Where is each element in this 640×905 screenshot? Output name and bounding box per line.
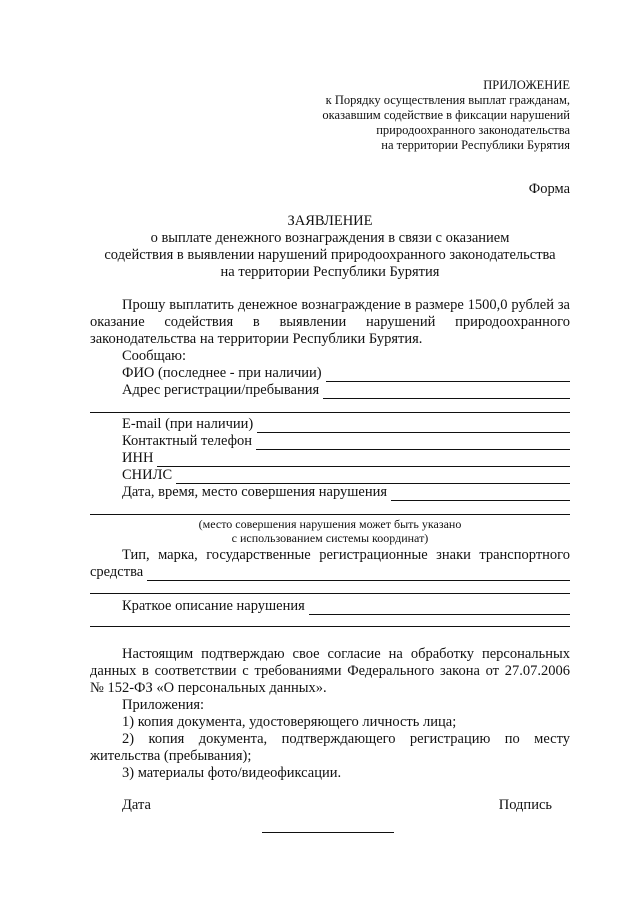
- signature-row: [122, 797, 570, 814]
- location-section: [90, 502, 570, 545]
- document-subtitle-line: на территории Республики Бурятия: [220, 264, 440, 280]
- datetime-place-label: Дата, время, место совершения нарушения: [122, 484, 388, 500]
- location-line[interactable]: [90, 502, 570, 515]
- document-title-block: [90, 213, 570, 281]
- document-subtitle-line: содействия в выявлении нарушений природоохранного законодательства: [104, 247, 556, 263]
- attachment-item: 1) копия документа, удостоверяющего личность лица;: [122, 714, 457, 730]
- inn-line[interactable]: [157, 453, 570, 467]
- vehicle-line-2[interactable]: [90, 581, 570, 594]
- email-row: [122, 416, 570, 433]
- attachment-item: 2) копия документа, подтверждающего регистрацию по месту жительства (пребывания);: [90, 731, 570, 764]
- datetime-place-line[interactable]: [391, 487, 570, 501]
- form-label: Форма: [528, 181, 570, 197]
- vehicle-continuation: [90, 581, 570, 594]
- fio-label: ФИО (последнее - при наличии): [122, 365, 322, 381]
- phone-label: Контактный телефон: [122, 433, 253, 449]
- attachments-label: Приложения:: [122, 697, 205, 713]
- phone-row: [122, 433, 570, 450]
- location-hint: [90, 517, 570, 545]
- document-subtitle-line: о выплате денежного вознаграждения в связи с оказанием: [150, 230, 510, 246]
- date-label: Дата: [122, 797, 151, 813]
- phone-line[interactable]: [256, 436, 570, 450]
- address-continuation: [90, 400, 570, 413]
- address-row: [122, 382, 570, 399]
- email-label: E-mail (при наличии): [122, 416, 254, 432]
- document-title: ЗАЯВЛЕНИЕ: [287, 213, 373, 229]
- address-line[interactable]: [323, 385, 570, 399]
- vehicle-label-line1: Тип, марка, государственные регистрационные знаки транспортного: [122, 547, 570, 563]
- contact-section: [90, 416, 570, 501]
- vehicle-section: [90, 547, 570, 581]
- consent-section: [90, 646, 570, 697]
- violation-line[interactable]: [309, 601, 570, 615]
- address-line-2[interactable]: [90, 400, 570, 413]
- appendix-line: природоохранного законодательства: [376, 123, 570, 137]
- signature-section: [90, 797, 570, 814]
- violation-section: [90, 598, 570, 615]
- appendix-header: [322, 78, 570, 153]
- location-hint-line: с использованием системы координат): [231, 531, 429, 545]
- vehicle-line[interactable]: [147, 567, 570, 581]
- address-label: Адрес регистрации/пребывания: [122, 382, 320, 398]
- violation-continuation: [90, 614, 570, 627]
- signature-label: Подпись: [498, 797, 552, 813]
- request-section: [90, 297, 570, 399]
- request-paragraph: Прошу выплатить денежное вознаграждение в размере 1500,0 рублей за оказание содействия в выявлении нарушений природоохранного законодательства на территории Республики Бурятия.: [90, 297, 570, 347]
- fio-row: [122, 365, 570, 382]
- appendix-line: оказавшим содействие в фиксации нарушений: [322, 108, 570, 122]
- signature-line[interactable]: [262, 832, 394, 833]
- inn-label: ИНН: [122, 450, 154, 466]
- attachment-item: 3) материалы фото/видеофиксации.: [122, 765, 342, 781]
- violation-row: [122, 598, 570, 615]
- violation-label: Краткое описание нарушения: [122, 598, 305, 614]
- snils-line[interactable]: [176, 470, 570, 484]
- vehicle-row: [90, 564, 570, 581]
- snils-label: СНИЛС: [122, 467, 173, 483]
- consent-paragraph: Настоящим подтверждаю свое согласие на обработку персональных данных в соответствии с требованиями Федерального закона от 27.07.2006 № 152-ФЗ «О персональных данных».: [90, 646, 570, 696]
- appendix-line: на территории Республики Бурятия: [381, 138, 570, 152]
- fio-line[interactable]: [326, 368, 570, 382]
- snils-row: [122, 467, 570, 484]
- vehicle-label-line2: средства: [90, 564, 144, 580]
- appendix-title: ПРИЛОЖЕНИЕ: [483, 78, 570, 92]
- appendix-line: к Порядку осуществления выплат гражданам,: [325, 93, 570, 107]
- location-hint-line: (место совершения нарушения может быть указано: [198, 517, 462, 531]
- email-line[interactable]: [257, 419, 570, 433]
- datetime-place-row: [122, 484, 570, 501]
- report-label: Сообщаю:: [122, 348, 187, 364]
- violation-line-2[interactable]: [90, 614, 570, 627]
- inn-row: [122, 450, 570, 467]
- attachments-section: [90, 697, 570, 782]
